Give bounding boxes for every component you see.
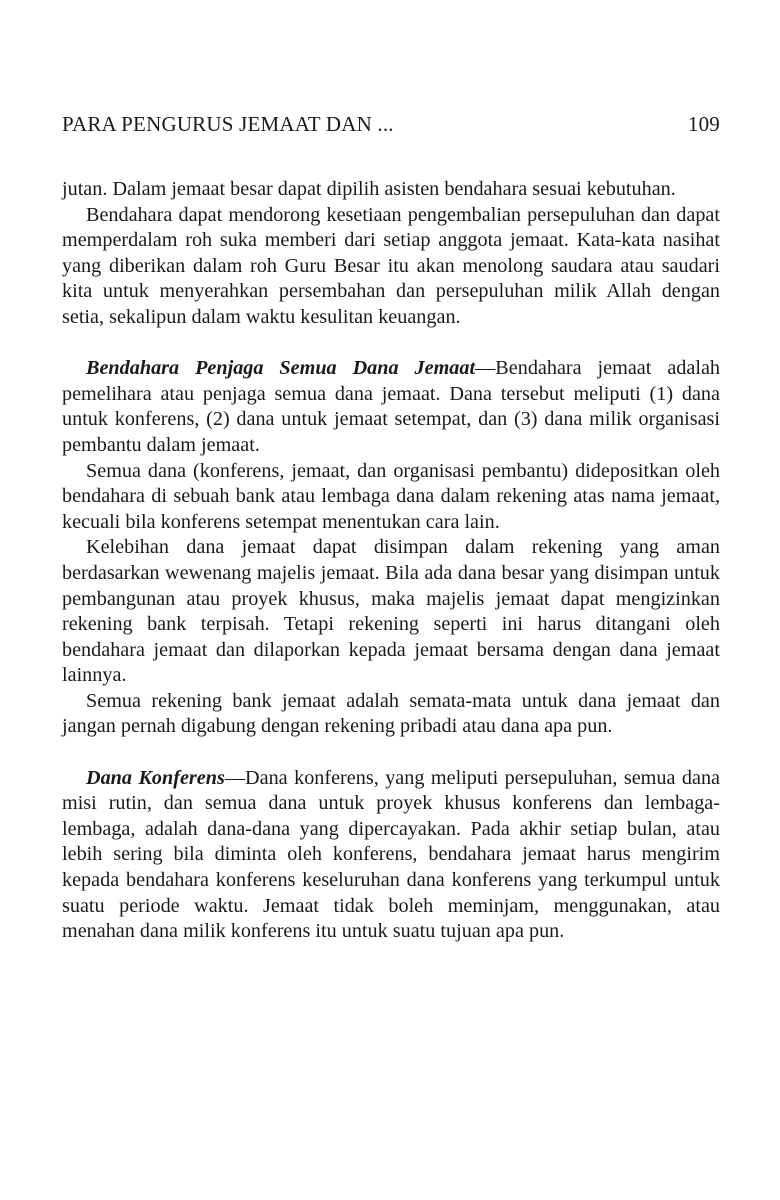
section-church-funds-custodian: Bendahara Penjaga Semua Dana Jemaat—Bendahara jemaat adalah pemelihara atau penjaga semua dana jemaat. Dana tersebut meliputi (1) dana untuk konferens, (2) dana untuk jemaat setempat, dan (3) dana milik organisasi pembantu dalam jemaat. (62, 357, 720, 456)
paragraph-excess-funds: Kelebihan dana jemaat dapat disimpan dalam rekening yang aman berdasarkan wewenang majelis jemaat. Bila ada dana besar yang disimpan untuk pembangunan atau proyek khusus, maka majelis jemaat dapat mengizinkan rekening bank terpisah. Tetapi rekening seperti ini harus ditangani oleh bendahara jemaat dan dilaporkan kepada jemaat bersama dengan dana jemaat lainnya. (62, 536, 720, 687)
section-conference-funds: Dana Konferens—Dana konferens, yang meliputi persepuluhan, semua dana misi rutin, dan semua dana untuk proyek khusus konferens dan lembaga-lembaga, adalah dana-dana yang dipercayakan. Pada akhir setiap bulan, atau lebih sering bila diminta oleh konferens, bendahara jemaat harus mengirim kepada bendahara konferens keseluruhan dana konferens yang terkumpul untuk suatu periode waktu. Jemaat tidak boleh meminjam, menggunakan, atau menahan dana milik konferens itu untuk suatu tujuan apa pun. (62, 766, 720, 943)
section-heading-conference-funds: Dana Konferens (86, 766, 225, 789)
paragraph-funds-deposit: Semua dana (konferens, jemaat, dan organisasi pembantu) didepositkan oleh bendahara di sebuah bank atau lembaga dana dalam rekening atas nama jemaat, kecuali bila konferens setempat menentukan cara lain. (62, 459, 720, 533)
section-heading-church-funds: Bendahara Penjaga Semua Dana Jemaat (86, 357, 476, 380)
running-header (62, 112, 720, 137)
page-number: 109 (687, 112, 720, 136)
paragraph-tithe-encouragement: Bendahara dapat mendorong kesetiaan pengembalian persepuluhan dan dapat memperdalam roh suka memberi dari setiap anggota jemaat. Kata-kata nasihat yang diberikan dalam roh Guru Besar itu akan menolong saudara atau saudari kita untuk menyerahkan persembahan dan persepuluhan milik Allah dengan setia, sekalipun dalam waktu kesulitan keuangan. (62, 203, 720, 328)
book-page (62, 112, 720, 945)
body-text (62, 177, 720, 945)
running-title: PARA PENGURUS JEMAAT DAN ... (62, 112, 394, 136)
paragraph-bank-accounts: Semua rekening bank jemaat adalah semata-mata untuk dana jemaat dan jangan pernah digabung dengan rekening pribadi atau dana apa pun. (62, 689, 720, 738)
paragraph-continuation: jutan. Dalam jemaat besar dapat dipilih asisten bendahara sesuai kebutuhan. (62, 178, 676, 200)
